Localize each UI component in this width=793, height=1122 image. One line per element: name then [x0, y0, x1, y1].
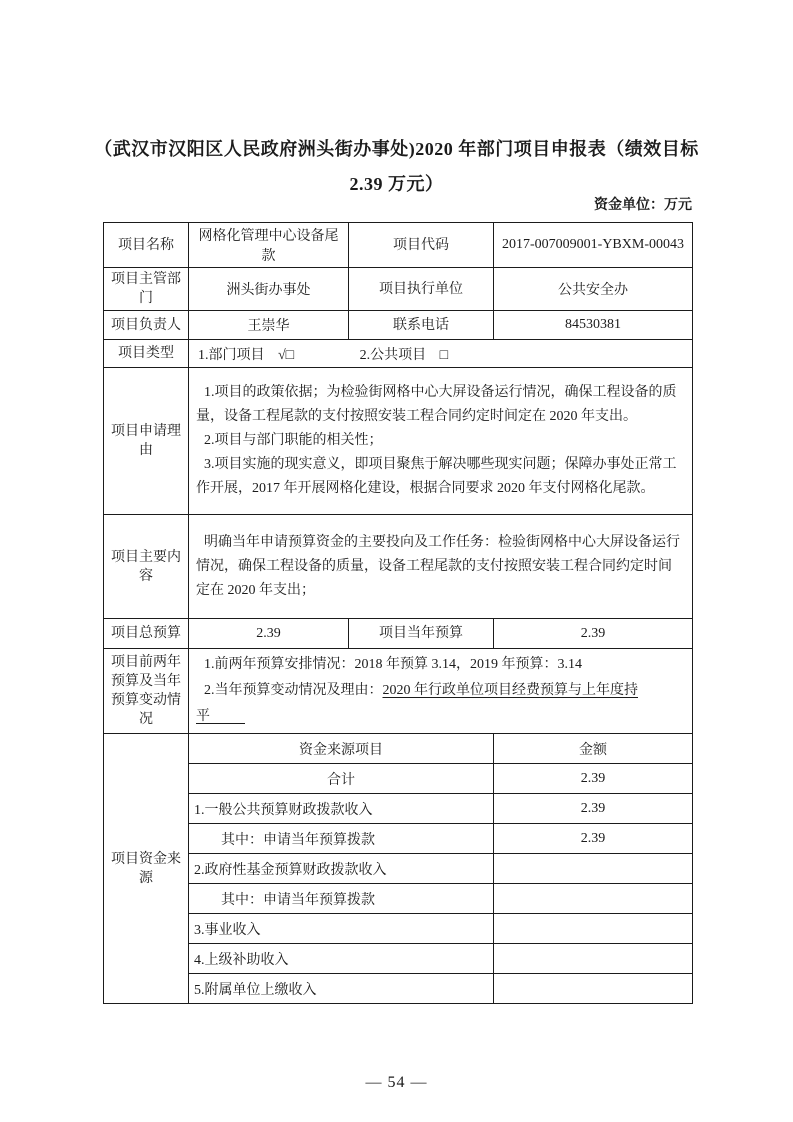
main-content-text: 明确当年申请预算资金的主要投向及工作任务：检验街网格中心大屏设备运行情况，确保工程设备的质量，设备工程尾款的支付按照安装工程合同约定时间定在 2020 年支出；: [196, 534, 680, 598]
table-row: [104, 223, 693, 268]
page-number: — 54 —: [365, 1074, 428, 1091]
total-budget-label: 项目总预算: [104, 619, 189, 649]
funding-item: 1.一般公共预算财政拨款收入: [189, 794, 494, 824]
page-title: （武汉市汉阳区人民政府洲头街办事处)2020 年部门项目申报表（绩效目标 2.39 万元）: [94, 139, 699, 194]
currency-unit-label: 资金单位：万元: [594, 198, 692, 213]
funding-row: [104, 854, 693, 884]
project-code-label: 项目代码: [349, 223, 494, 268]
main-content-label: 项目主要内容: [104, 515, 189, 619]
executing-unit-value: 公共安全办: [494, 268, 693, 311]
executing-unit-label: 项目执行单位: [349, 268, 494, 311]
funding-amount-header: 金额: [494, 734, 693, 764]
prev-budget-label: 项目前两年预算及当年预算变动情况: [104, 649, 189, 734]
funding-item: 4.上级补助收入: [189, 944, 494, 974]
table-row: [104, 340, 693, 368]
funding-item: 3.事业收入: [189, 914, 494, 944]
prev-budget-line2: [196, 678, 685, 730]
funding-row: [104, 974, 693, 1004]
option-dept-project-label: 1.部门项目: [198, 347, 265, 363]
project-application-table: [103, 222, 693, 1004]
apply-reason-line: 3.项目实施的现实意义，即项目聚焦于解决哪些现实问题；保障办事处正常工作开展，2017 年开展网格化建设，根据合同要求 2020 年支付网格化尾款。: [196, 457, 677, 496]
apply-reason-line: 2.项目与部门职能的相关性；: [204, 433, 383, 448]
funding-amount: [494, 884, 693, 914]
current-year-budget-value: 2.39: [494, 619, 693, 649]
funding-amount: [494, 974, 693, 1004]
option-public-project-label: 2.公共项目: [359, 347, 427, 363]
apply-reason-line: 1.项目的政策依据；为检验街网格中心大屏设备运行情况，确保工程设备的质量，设备工程尾款的支付按照安装工程合同约定时间定在 2020 年支出。: [196, 385, 677, 424]
funding-item-total: 合计: [189, 764, 494, 794]
project-type-options: [189, 340, 693, 368]
funding-row: [104, 914, 693, 944]
funding-item-sub: 其中：申请当年预算拨款: [189, 884, 494, 914]
funding-row: [104, 794, 693, 824]
supervisor-dept-value: 洲头街办事处: [189, 268, 349, 311]
funding-amount: [494, 914, 693, 944]
apply-reason-content: [189, 368, 693, 515]
dept-project-checkbox: √□: [278, 347, 295, 363]
funding-item-header: 资金来源项目: [189, 734, 494, 764]
table-row: [104, 619, 693, 649]
funding-amount: [494, 944, 693, 974]
funding-item: 5.附属单位上缴收入: [189, 974, 494, 1004]
supervisor-dept-label: 项目主管部门: [104, 268, 189, 311]
apply-reason-label: 项目申请理由: [104, 368, 189, 515]
prev-budget-content: [189, 649, 693, 734]
budget-change-prefix: 2.当年预算变动情况及理由：: [204, 683, 383, 698]
funding-item: 2.政府性基金预算财政拨款收入: [189, 854, 494, 884]
project-leader-value: 王崇华: [189, 311, 349, 340]
funding-row: [104, 824, 693, 854]
current-year-budget-label: 项目当年预算: [349, 619, 494, 649]
underline-tail: [210, 709, 245, 724]
table-row: [104, 268, 693, 311]
funding-header-row: [104, 734, 693, 764]
public-project-checkbox: □: [439, 347, 449, 363]
table-row: [104, 649, 693, 734]
project-name-label: 项目名称: [104, 223, 189, 268]
project-leader-label: 项目负责人: [104, 311, 189, 340]
contact-phone-value: 84530381: [494, 311, 693, 340]
funding-row: [104, 884, 693, 914]
funding-amount: 2.39: [494, 824, 693, 854]
funding-item-sub: 其中：申请当年预算拨款: [189, 824, 494, 854]
funding-row-total: [104, 764, 693, 794]
contact-phone-label: 联系电话: [349, 311, 494, 340]
total-budget-value: 2.39: [189, 619, 349, 649]
table-row: [104, 311, 693, 340]
table-row: [104, 515, 693, 619]
budget-change-underlined: 2020 年行政单位项目经费预算与上年度持平: [196, 683, 638, 724]
funding-row: [104, 944, 693, 974]
prev-budget-line1: 1.前两年预算安排情况：2018 年预算 3.14，2019 年预算：3.14: [204, 657, 582, 672]
main-content-text-cell: [189, 515, 693, 619]
funding-amount: [494, 854, 693, 884]
project-name-value: 网格化管理中心设备尾款: [189, 223, 349, 268]
funding-source-label: 项目资金来源: [104, 734, 189, 1004]
table-row: [104, 368, 693, 515]
project-code-value: 2017-007009001-YBXM-00043: [494, 223, 693, 268]
funding-amount-total: 2.39: [494, 764, 693, 794]
project-type-label: 项目类型: [104, 340, 189, 368]
funding-amount: 2.39: [494, 794, 693, 824]
